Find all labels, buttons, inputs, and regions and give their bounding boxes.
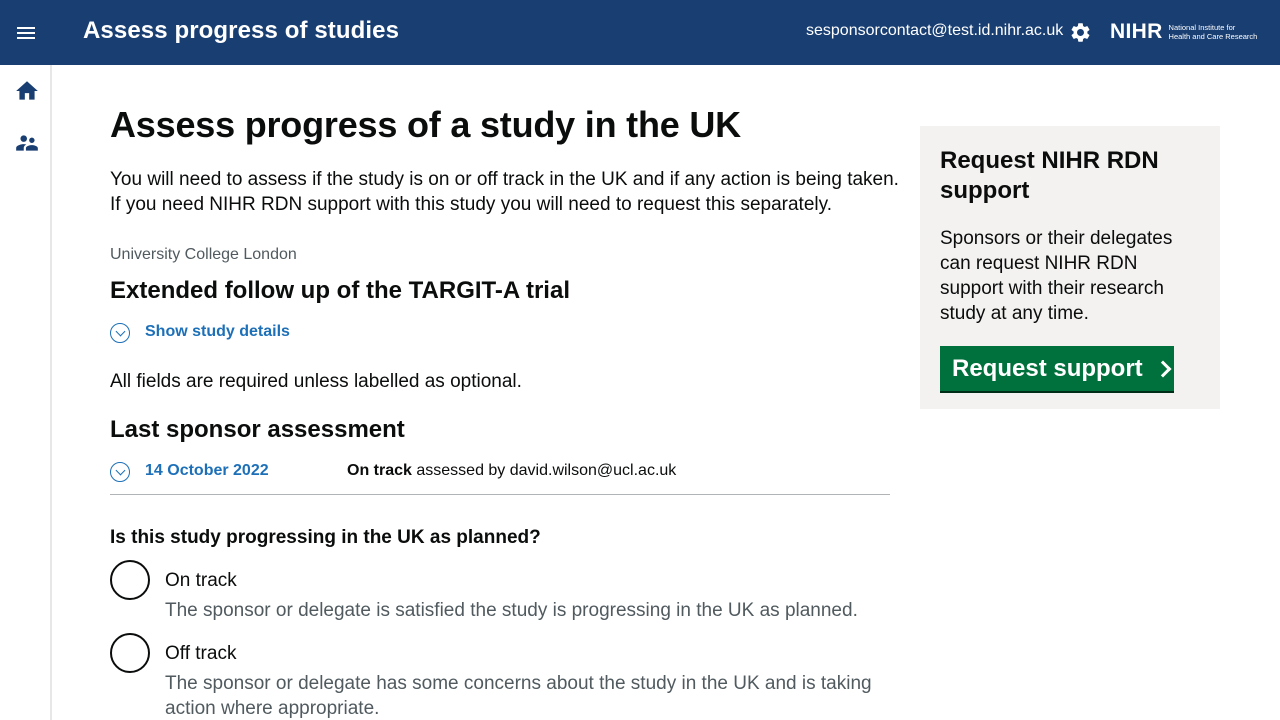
organisation-name: University College London bbox=[110, 246, 297, 263]
on-track-hint: The sponsor or delegate is satisfied the study is progressing in the UK as planned. bbox=[165, 600, 858, 621]
logo-sub-line2: Health and Care Research bbox=[1168, 31, 1258, 41]
home-icon[interactable] bbox=[14, 78, 40, 104]
gear-icon[interactable] bbox=[1069, 21, 1092, 44]
study-title: Extended follow up of the TARGIT-A trial bbox=[110, 277, 570, 304]
side-navigation bbox=[0, 65, 52, 720]
last-assessment-row bbox=[110, 460, 890, 495]
off-track-label[interactable]: Off track bbox=[165, 643, 237, 664]
support-panel-title: Request NIHR RDN support bbox=[940, 147, 1159, 204]
logo-word: NIHR bbox=[1110, 20, 1163, 43]
intro-text: You will need to assess if the study is on or off track in the UK and if any action is being taken. If you need NIHR RDN support with this study you will need to request this separately. bbox=[110, 169, 899, 215]
required-note: All fields are required unless labelled as optional. bbox=[110, 371, 522, 392]
request-support-button[interactable] bbox=[940, 346, 1174, 391]
page-title: Assess progress of a study in the UK bbox=[110, 104, 741, 145]
menu-icon[interactable] bbox=[14, 20, 40, 46]
assessed-by: assessed by david.wilson@ucl.ac.uk bbox=[411, 462, 677, 479]
last-assessment-heading: Last sponsor assessment bbox=[110, 416, 405, 443]
request-support-label: Request support bbox=[952, 354, 1143, 382]
assessment-date-toggle[interactable]: 14 October 2022 bbox=[145, 462, 269, 479]
chevron-right-icon bbox=[1154, 361, 1171, 378]
chevron-down-icon[interactable] bbox=[110, 323, 130, 343]
assessment-status bbox=[347, 462, 676, 480]
on-track-label[interactable]: On track bbox=[165, 570, 237, 591]
logo-sub-line1: National Institute for bbox=[1168, 23, 1236, 32]
off-track-radio[interactable] bbox=[110, 633, 150, 673]
nihr-logo bbox=[1110, 18, 1270, 46]
progress-question: Is this study progressing in the UK as planned? bbox=[110, 527, 541, 548]
app-header bbox=[0, 0, 1280, 65]
support-panel-text: Sponsors or their delegates can request NIHR RDN support with their research study at any time. bbox=[940, 228, 1173, 324]
support-panel bbox=[920, 126, 1220, 409]
on-track-radio[interactable] bbox=[110, 560, 150, 600]
user-email: sesponsorcontact@test.id.nihr.ac.uk bbox=[806, 22, 1064, 39]
app-title: Assess progress of studies bbox=[83, 17, 400, 44]
show-study-details-button[interactable]: Show study details bbox=[145, 323, 290, 340]
chevron-down-icon[interactable] bbox=[110, 462, 130, 482]
users-icon[interactable] bbox=[14, 130, 40, 156]
logo-subtitle bbox=[1169, 24, 1258, 41]
assessment-status-value: On track bbox=[347, 462, 412, 479]
off-track-hint: The sponsor or delegate has some concerns about the study in the UK and is taking action where appropriate. bbox=[165, 673, 872, 719]
